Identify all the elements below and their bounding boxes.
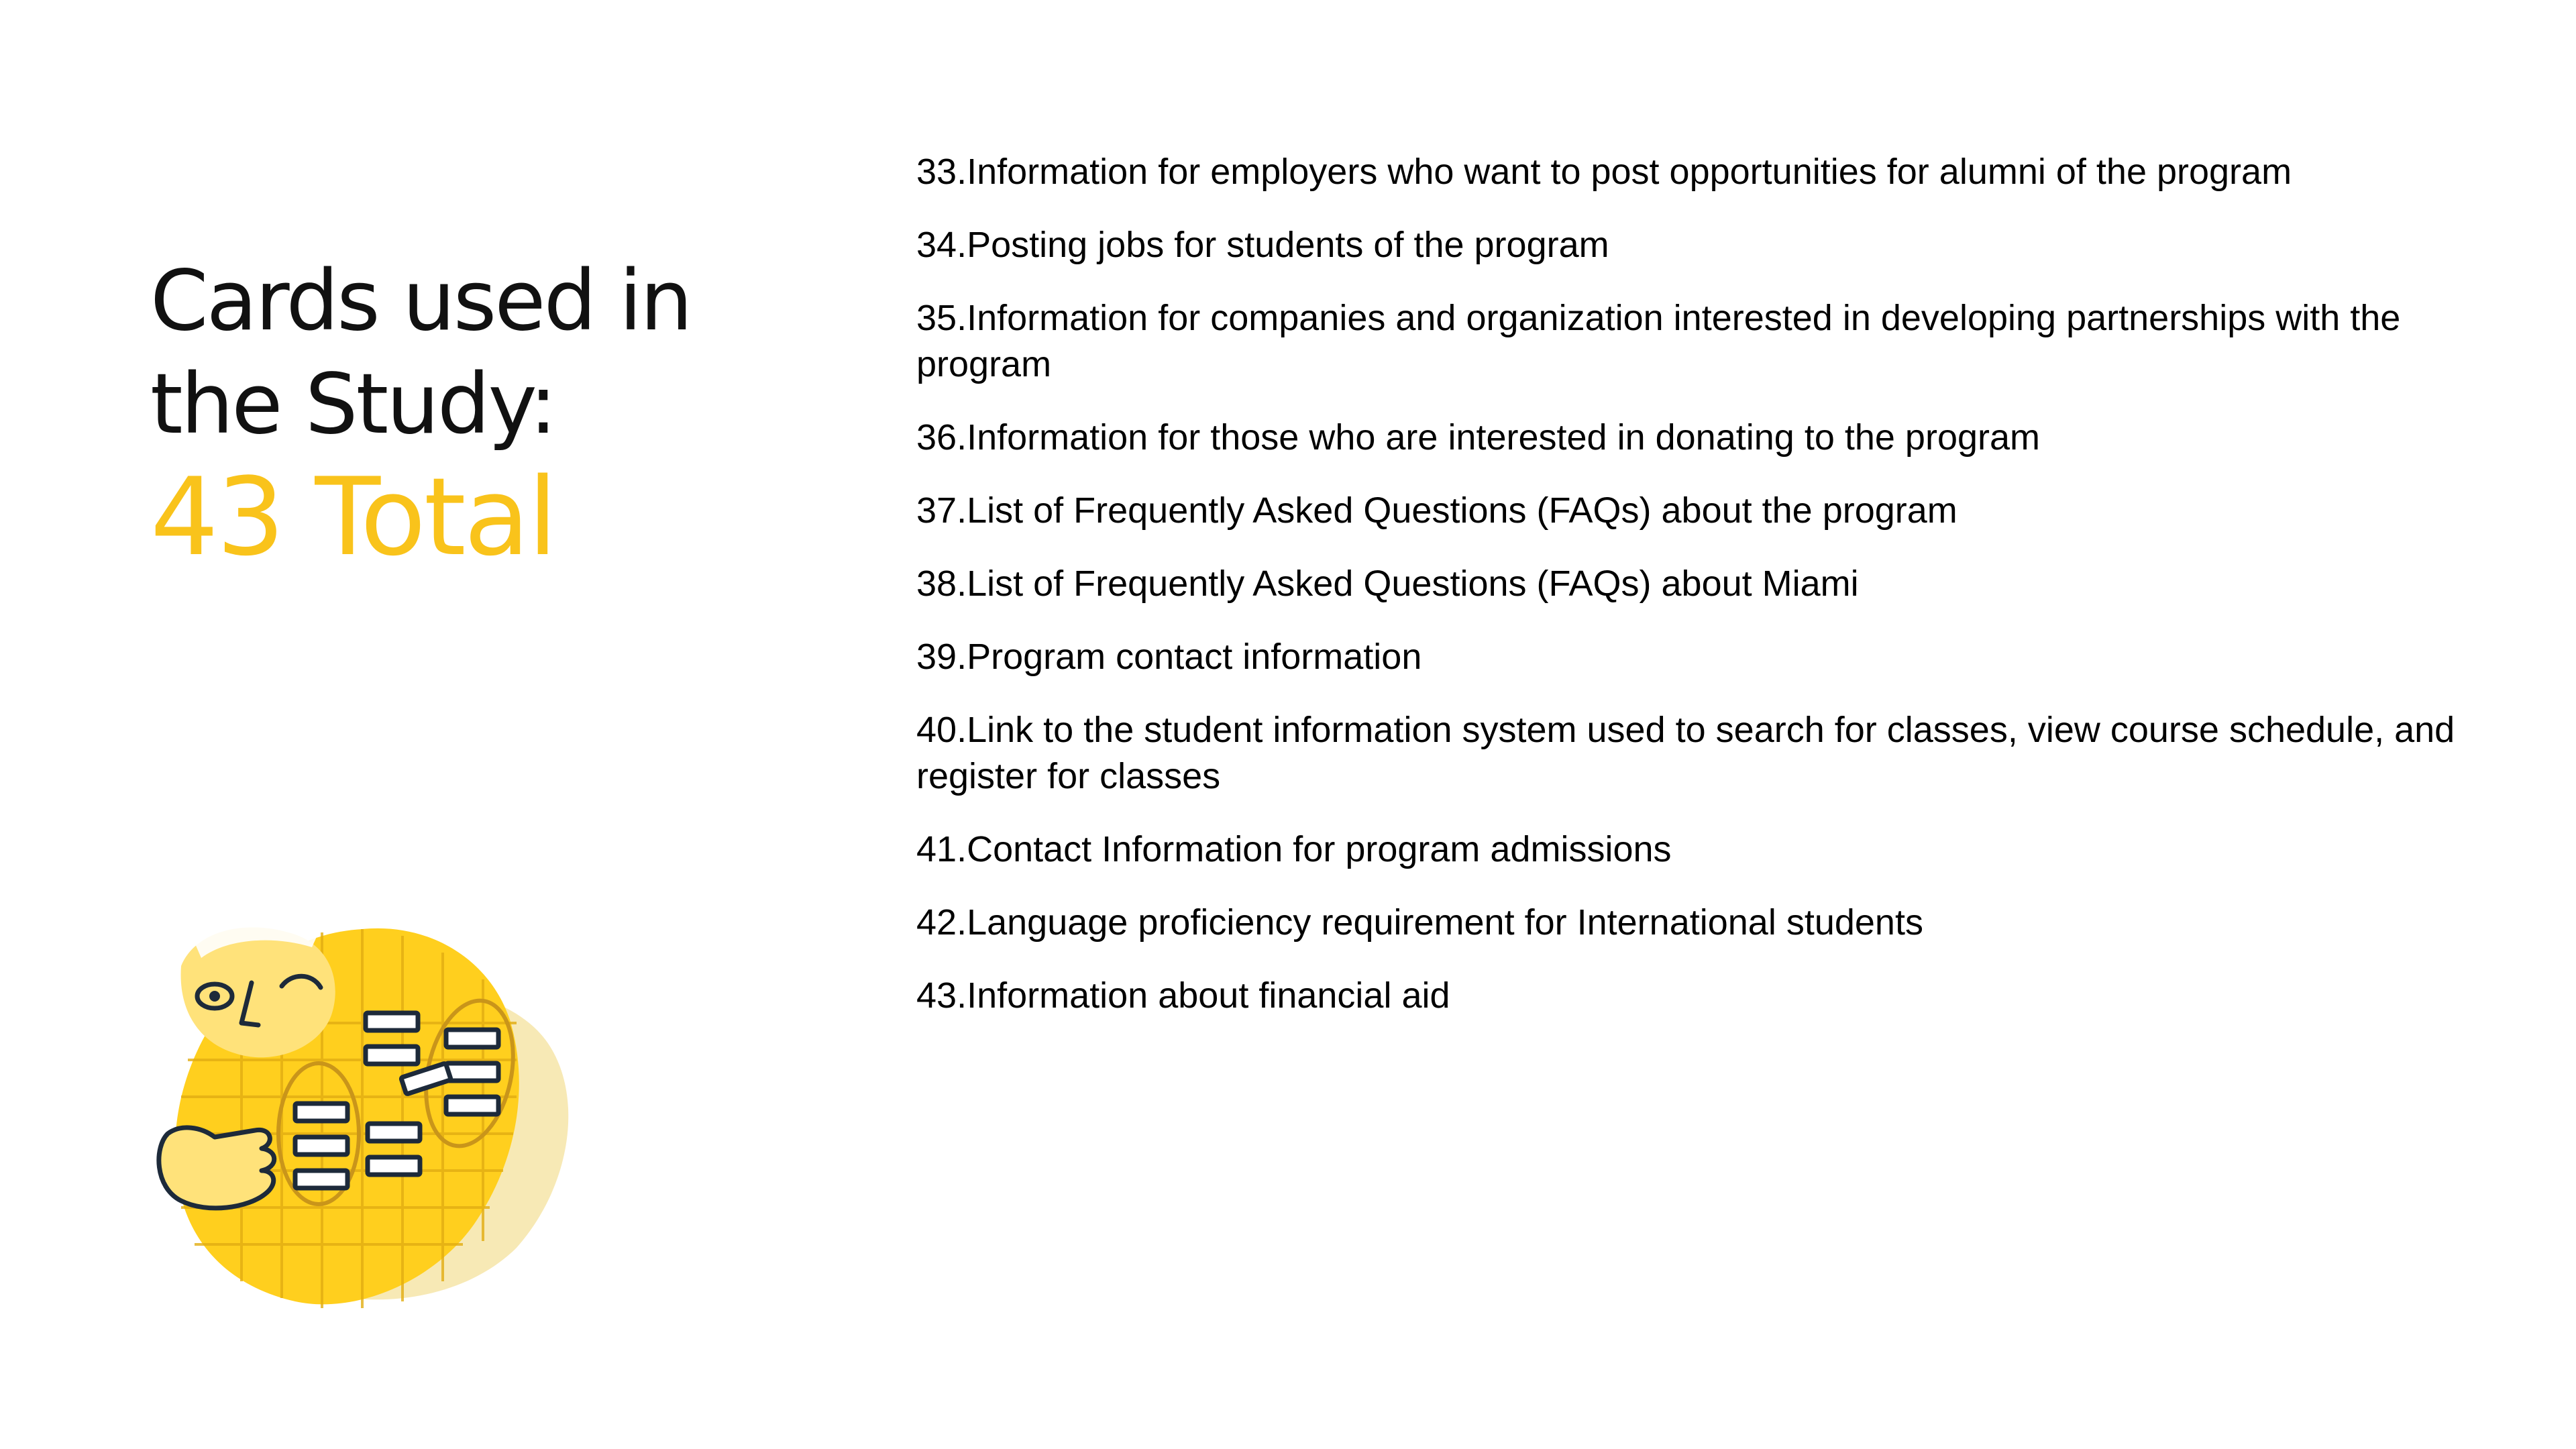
list-item: 33.Information for employers who want to post opportunities for alumni of the program bbox=[916, 152, 2292, 192]
list-item: 39.Program contact information bbox=[916, 637, 1422, 677]
slide-title bbox=[150, 250, 855, 578]
list-item: 43.Information about financial aid bbox=[916, 975, 1450, 1016]
list-item: 40.Link to the student information system used to search for classes, view course schedule, and register for classes bbox=[916, 710, 2455, 796]
list-item: 35.Information for companies and organization interested in developing partnerships with the program bbox=[916, 298, 2401, 384]
card-sorting-person-illustration-icon bbox=[141, 906, 651, 1322]
list-item: 36.Information for those who are interested in donating to the program bbox=[916, 417, 2041, 458]
title-line-2: the Study: bbox=[150, 356, 555, 453]
title-line-1: Cards used in bbox=[150, 253, 691, 350]
list-item: 34.Posting jobs for students of the program bbox=[916, 225, 1609, 265]
list-item: 42.Language proficiency requirement for International students bbox=[916, 902, 1923, 943]
card-list bbox=[916, 149, 2540, 1046]
list-item: 38.List of Frequently Asked Questions (FAQs) about Miami bbox=[916, 564, 1859, 604]
list-item: 37.List of Frequently Asked Questions (FAQs) about the program bbox=[916, 490, 1957, 531]
title-total: 43 Total bbox=[150, 454, 556, 580]
list-item: 41.Contact Information for program admissions bbox=[916, 829, 1672, 869]
